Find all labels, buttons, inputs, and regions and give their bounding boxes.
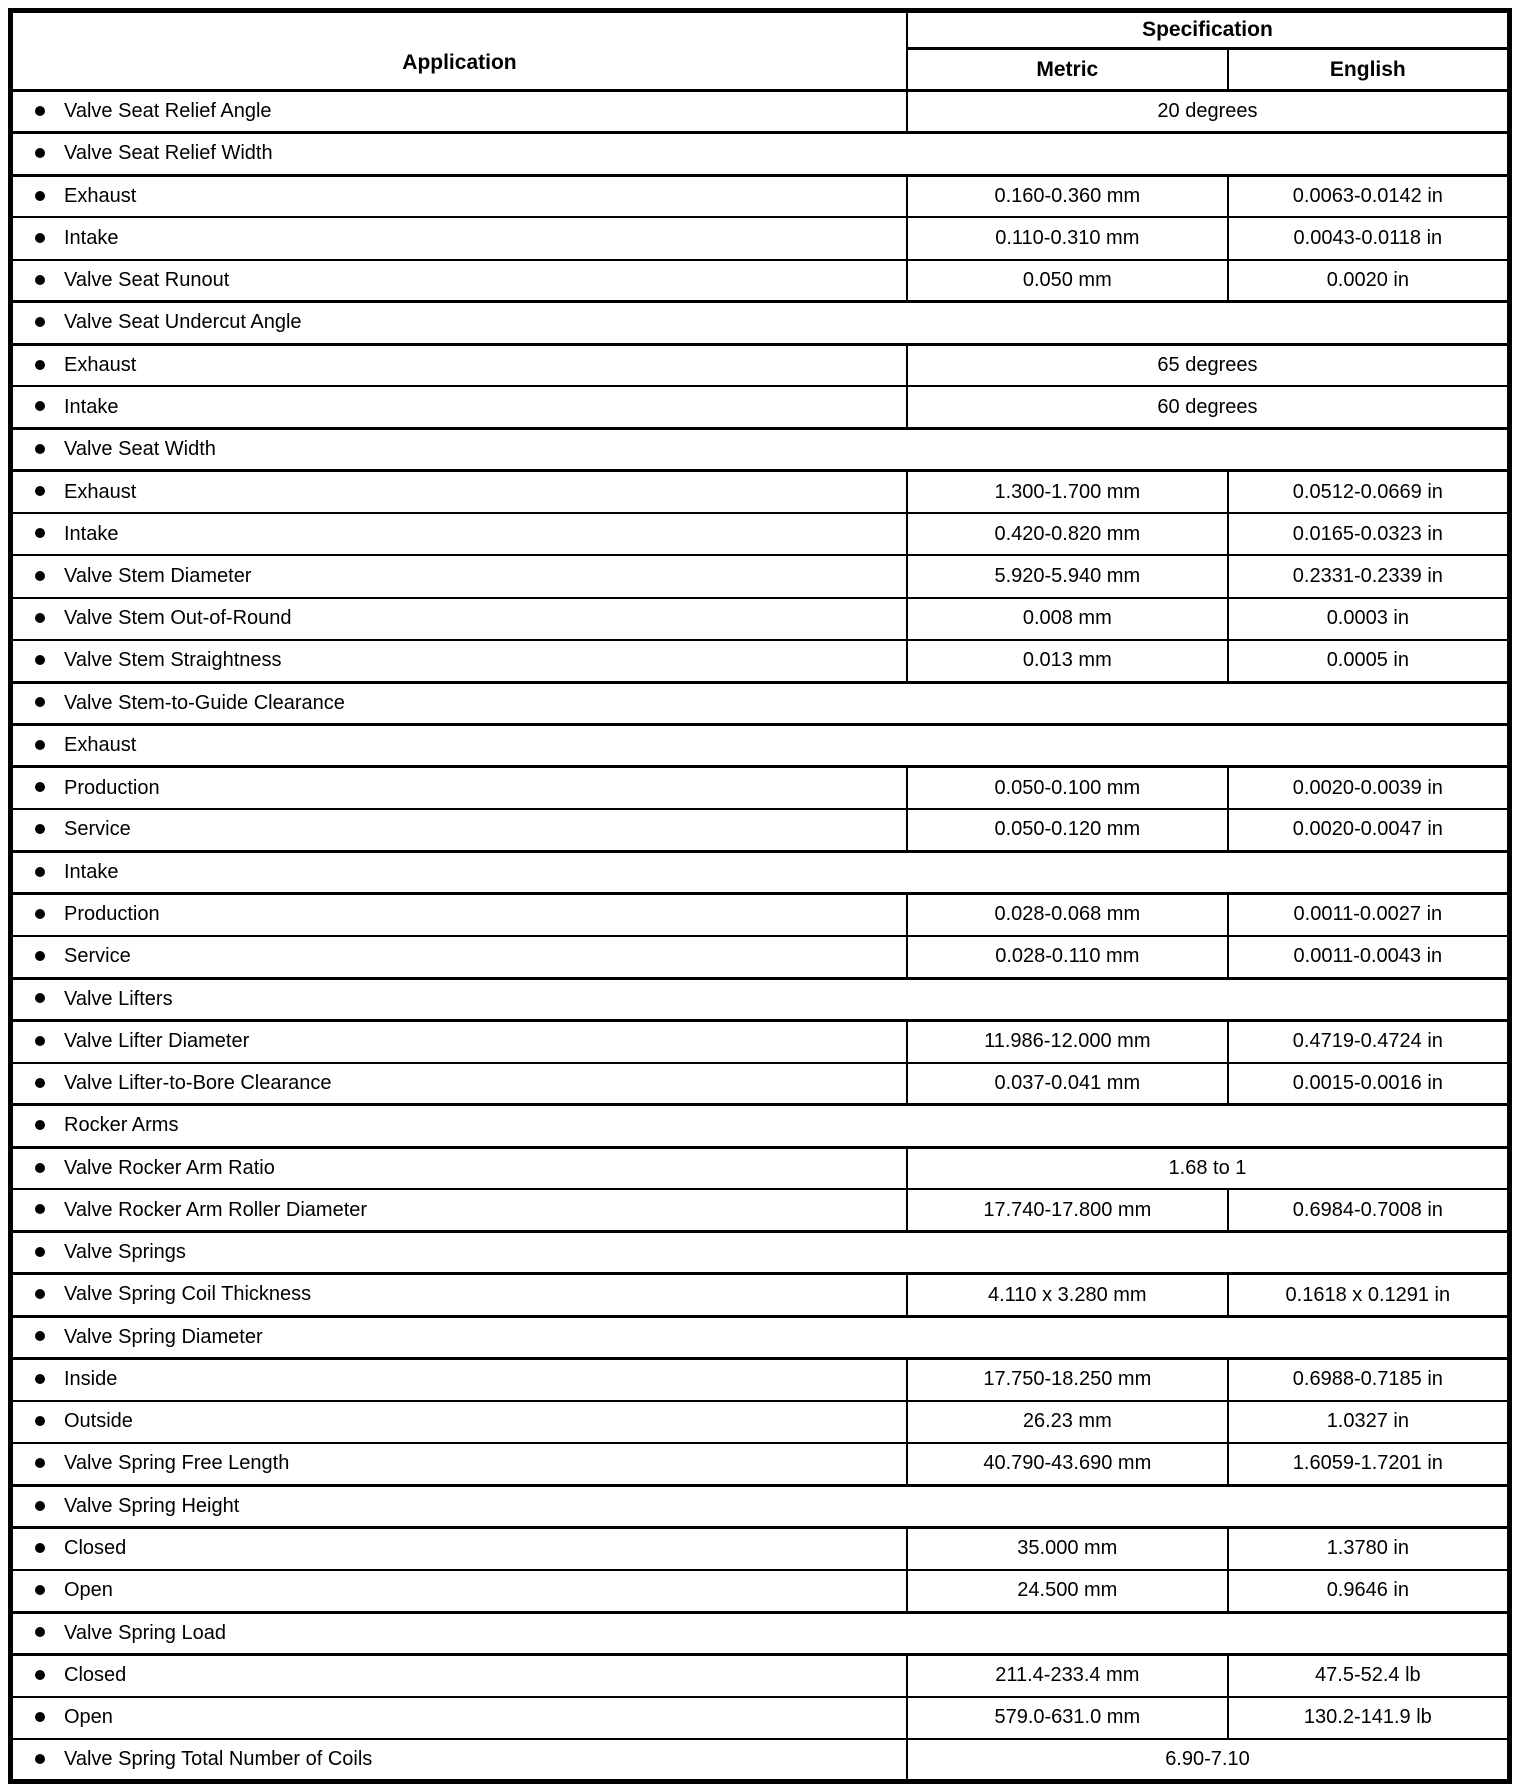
bullet-icon: [35, 1078, 45, 1088]
application-label: Valve Springs: [64, 1241, 186, 1264]
application-label: Valve Spring Diameter: [64, 1325, 263, 1348]
application-label: Open: [64, 1706, 113, 1729]
bullet-icon: [35, 1289, 45, 1299]
application-cell: [11, 1274, 907, 1316]
english-value-cell: 0.0020-0.0039 in: [1228, 767, 1510, 809]
metric-value-cell: 211.4-233.4 mm: [907, 1654, 1228, 1696]
application-label: Valve Spring Height: [64, 1495, 240, 1517]
metric-value-cell: 0.050-0.100 mm: [907, 767, 1228, 809]
application-cell: [11, 851, 1510, 893]
bullet-icon: [35, 1416, 45, 1426]
table-row: [11, 978, 1510, 1020]
application-label: Valve Lifter-to-Bore Clearance: [64, 1072, 332, 1095]
bullet-icon: [35, 951, 45, 961]
table-row: [11, 1063, 1510, 1105]
bullet-icon: [35, 1036, 45, 1046]
application-cell: [11, 1147, 907, 1189]
metric-value-cell: 0.420-0.820 mm: [907, 513, 1228, 555]
english-value-cell: 0.0003 in: [1228, 598, 1510, 640]
bullet-icon: [35, 1458, 45, 1468]
table-row: [11, 1528, 1510, 1570]
english-header: English: [1228, 49, 1510, 91]
metric-value-cell: 0.050-0.120 mm: [907, 809, 1228, 851]
bullet-icon: [35, 1204, 45, 1214]
bullet-icon: [35, 360, 45, 370]
application-cell: [11, 682, 1510, 724]
application-cell: [11, 724, 1510, 766]
application-cell: [11, 1570, 907, 1612]
application-label: Valve Lifters: [64, 987, 173, 1010]
bullet-icon: [35, 486, 45, 496]
application-label: Valve Rocker Arm Roller Diameter: [64, 1198, 368, 1221]
table-row: [11, 1147, 1510, 1189]
application-cell: [11, 429, 1510, 471]
table-row: [11, 344, 1510, 386]
application-cell: [11, 978, 1510, 1020]
application-label: Intake: [64, 227, 119, 250]
bullet-icon: [35, 1247, 45, 1257]
header-row-top: [11, 11, 1510, 49]
application-label: Valve Seat Relief Angle: [64, 100, 272, 123]
application-label: Inside: [64, 1368, 118, 1391]
application-cell: [11, 1443, 907, 1485]
bullet-icon: [35, 909, 45, 919]
bullet-icon: [35, 401, 45, 411]
application-label: Valve Seat Width: [64, 438, 216, 461]
application-label: Exhaust: [64, 185, 137, 208]
metric-value-cell: 26.23 mm: [907, 1401, 1228, 1443]
english-value-cell: 0.1618 x 0.1291 in: [1228, 1274, 1510, 1316]
application-cell: [11, 1189, 907, 1231]
application-cell: [11, 894, 907, 936]
application-cell: [11, 1020, 907, 1062]
bullet-icon: [35, 655, 45, 665]
table-header: [11, 11, 1510, 91]
metric-value-cell: 35.000 mm: [907, 1528, 1228, 1570]
table-row: [11, 1020, 1510, 1062]
english-value-cell: 0.0020-0.0047 in: [1228, 809, 1510, 851]
table-row: [11, 640, 1510, 682]
metric-value-cell: 11.986-12.000 mm: [907, 1020, 1228, 1062]
application-cell: [11, 386, 907, 428]
metric-value-cell: 0.008 mm: [907, 598, 1228, 640]
application-label: Rocker Arms: [64, 1114, 179, 1137]
application-label: Production: [64, 776, 160, 799]
spanned-value-cell: 1.68 to 1: [907, 1147, 1510, 1189]
bullet-icon: [35, 1501, 45, 1511]
bullet-icon: [35, 867, 45, 877]
application-label: Valve Rocker Arm Ratio: [64, 1157, 275, 1180]
table-row: [11, 1612, 1510, 1654]
application-cell: [11, 936, 907, 978]
application-cell: [11, 1697, 907, 1739]
metric-value-cell: 579.0-631.0 mm: [907, 1697, 1228, 1739]
application-label: Intake: [64, 861, 119, 884]
english-value-cell: 0.6984-0.7008 in: [1228, 1189, 1510, 1231]
bullet-icon: [35, 444, 45, 454]
english-value-cell: 0.2331-0.2339 in: [1228, 555, 1510, 597]
bullet-icon: [35, 740, 45, 750]
application-label: Valve Seat Runout: [64, 269, 230, 292]
application-cell: [11, 133, 1510, 175]
application-label: Open: [64, 1579, 113, 1602]
bullet-icon: [35, 1543, 45, 1553]
english-value-cell: 130.2-141.9 lb: [1228, 1697, 1510, 1739]
english-value-cell: 0.0015-0.0016 in: [1228, 1063, 1510, 1105]
application-cell: [11, 513, 907, 555]
application-cell: [11, 1654, 907, 1696]
english-value-cell: 0.0011-0.0043 in: [1228, 936, 1510, 978]
bullet-icon: [35, 993, 45, 1003]
table-row: [11, 851, 1510, 893]
english-value-cell: 47.5-52.4 lb: [1228, 1654, 1510, 1696]
table-row: [11, 217, 1510, 259]
application-cell: [11, 471, 907, 513]
application-cell: [11, 1528, 907, 1570]
application-cell: [11, 1739, 907, 1782]
application-label: Exhaust: [64, 734, 137, 757]
bullet-icon: [35, 148, 45, 158]
application-label: Service: [64, 818, 131, 841]
application-label: Valve Spring Free Length: [64, 1452, 290, 1475]
english-value-cell: 0.0165-0.0323 in: [1228, 513, 1510, 555]
application-label: Exhaust: [64, 480, 137, 503]
table-row: [11, 682, 1510, 724]
application-cell: [11, 1358, 907, 1400]
english-value-cell: 1.3780 in: [1228, 1528, 1510, 1570]
bullet-icon: [35, 317, 45, 327]
english-value-cell: 0.0011-0.0027 in: [1228, 894, 1510, 936]
bullet-icon: [35, 1120, 45, 1130]
english-value-cell: 0.0005 in: [1228, 640, 1510, 682]
table-row: [11, 809, 1510, 851]
application-cell: [11, 1485, 1510, 1527]
table-row: [11, 513, 1510, 555]
spanned-value-cell: 60 degrees: [907, 386, 1510, 428]
application-cell: [11, 344, 907, 386]
application-cell: [11, 1063, 907, 1105]
english-value-cell: 0.4719-0.4724 in: [1228, 1020, 1510, 1062]
metric-value-cell: 24.500 mm: [907, 1570, 1228, 1612]
application-cell: [11, 640, 907, 682]
table-row: [11, 598, 1510, 640]
application-cell: [11, 1232, 1510, 1274]
application-cell: [11, 175, 907, 217]
table-row: [11, 1485, 1510, 1527]
application-label: Outside: [64, 1410, 133, 1433]
spanned-value-cell: 6.90-7.10: [907, 1739, 1510, 1782]
table-row: [11, 1105, 1510, 1147]
table-row: [11, 1358, 1510, 1400]
application-cell: [11, 1401, 907, 1443]
application-cell: [11, 217, 907, 259]
table-row: [11, 1401, 1510, 1443]
english-value-cell: 0.0512-0.0669 in: [1228, 471, 1510, 513]
application-cell: [11, 555, 907, 597]
table-row: [11, 1654, 1510, 1696]
english-value-cell: 1.0327 in: [1228, 1401, 1510, 1443]
application-label: Production: [64, 903, 160, 926]
application-cell: [11, 1612, 1510, 1654]
application-label: Valve Stem Straightness: [64, 649, 282, 672]
bullet-icon: [35, 1670, 45, 1680]
bullet-icon: [35, 1331, 45, 1341]
bullet-icon: [35, 824, 45, 834]
metric-value-cell: 0.160-0.360 mm: [907, 175, 1228, 217]
metric-value-cell: 0.037-0.041 mm: [907, 1063, 1228, 1105]
bullet-icon: [35, 782, 45, 792]
metric-value-cell: 0.028-0.110 mm: [907, 936, 1228, 978]
application-cell: [11, 91, 907, 133]
table-row: [11, 724, 1510, 766]
application-cell: [11, 1316, 1510, 1358]
bullet-icon: [35, 1712, 45, 1722]
application-label: Valve Spring Coil Thickness: [64, 1283, 312, 1306]
metric-value-cell: 1.300-1.700 mm: [907, 471, 1228, 513]
table-row: [11, 302, 1510, 344]
application-label: Valve Lifter Diameter: [64, 1030, 250, 1053]
application-cell: [11, 809, 907, 851]
application-label: Valve Spring Total Number of Coils: [64, 1748, 373, 1771]
table-row: [11, 1443, 1510, 1485]
application-header: Application: [11, 11, 907, 91]
bullet-icon: [35, 233, 45, 243]
application-label: Valve Seat Relief Width: [64, 142, 273, 165]
metric-value-cell: 5.920-5.940 mm: [907, 555, 1228, 597]
bullet-icon: [35, 1374, 45, 1384]
metric-value-cell: 0.110-0.310 mm: [907, 217, 1228, 259]
english-value-cell: 0.6988-0.7185 in: [1228, 1358, 1510, 1400]
metric-value-cell: 0.050 mm: [907, 260, 1228, 302]
table-row: [11, 429, 1510, 471]
application-label: Exhaust: [64, 354, 137, 377]
bullet-icon: [35, 1163, 45, 1173]
application-cell: [11, 598, 907, 640]
bullet-icon: [35, 613, 45, 623]
bullet-icon: [35, 528, 45, 538]
application-label: Valve Stem Out-of-Round: [64, 607, 292, 630]
table-row: [11, 555, 1510, 597]
application-label: Valve Stem-to-Guide Clearance: [64, 691, 345, 714]
metric-value-cell: 17.740-17.800 mm: [907, 1189, 1228, 1231]
table-row: [11, 1189, 1510, 1231]
application-label: Intake: [64, 522, 119, 545]
application-label: Intake: [64, 395, 119, 418]
spec-table: [8, 8, 1512, 1784]
table-row: [11, 1570, 1510, 1612]
bullet-icon: [35, 1754, 45, 1764]
application-label: Valve Spring Load: [64, 1621, 226, 1644]
table-row: [11, 91, 1510, 133]
application-label: Valve Seat Undercut Angle: [64, 311, 302, 334]
application-label: Closed: [64, 1537, 127, 1560]
table-row: [11, 175, 1510, 217]
bullet-icon: [35, 275, 45, 285]
english-value-cell: 0.9646 in: [1228, 1570, 1510, 1612]
bullet-icon: [35, 697, 45, 707]
table-row: [11, 1232, 1510, 1274]
english-value-cell: 1.6059-1.7201 in: [1228, 1443, 1510, 1485]
application-label: Closed: [64, 1664, 127, 1687]
table-row: [11, 767, 1510, 809]
table-row: [11, 133, 1510, 175]
metric-header: Metric: [907, 49, 1228, 91]
table-row: [11, 386, 1510, 428]
table-row: [11, 1739, 1510, 1782]
table-row: [11, 936, 1510, 978]
application-label: Valve Stem Diameter: [64, 565, 252, 588]
metric-value-cell: 4.110 x 3.280 mm: [907, 1274, 1228, 1316]
metric-value-cell: 0.028-0.068 mm: [907, 894, 1228, 936]
application-cell: [11, 1105, 1510, 1147]
bullet-icon: [35, 1627, 45, 1637]
table-row: [11, 1274, 1510, 1316]
table-row: [11, 1697, 1510, 1739]
table-row: [11, 894, 1510, 936]
application-cell: [11, 302, 1510, 344]
english-value-cell: 0.0043-0.0118 in: [1228, 217, 1510, 259]
spanned-value-cell: 20 degrees: [907, 91, 1510, 133]
bullet-icon: [35, 191, 45, 201]
english-value-cell: 0.0063-0.0142 in: [1228, 175, 1510, 217]
metric-value-cell: 40.790-43.690 mm: [907, 1443, 1228, 1485]
metric-value-cell: 17.750-18.250 mm: [907, 1358, 1228, 1400]
bullet-icon: [35, 571, 45, 581]
bullet-icon: [35, 106, 45, 116]
application-cell: [11, 260, 907, 302]
application-label: Service: [64, 945, 131, 968]
english-value-cell: 0.0020 in: [1228, 260, 1510, 302]
bullet-icon: [35, 1585, 45, 1595]
specification-header: Specification: [907, 11, 1510, 49]
table-row: [11, 1316, 1510, 1358]
application-cell: [11, 767, 907, 809]
table-body: [11, 91, 1510, 1782]
table-row: [11, 471, 1510, 513]
table-row: [11, 260, 1510, 302]
metric-value-cell: 0.013 mm: [907, 640, 1228, 682]
spanned-value-cell: 65 degrees: [907, 344, 1510, 386]
